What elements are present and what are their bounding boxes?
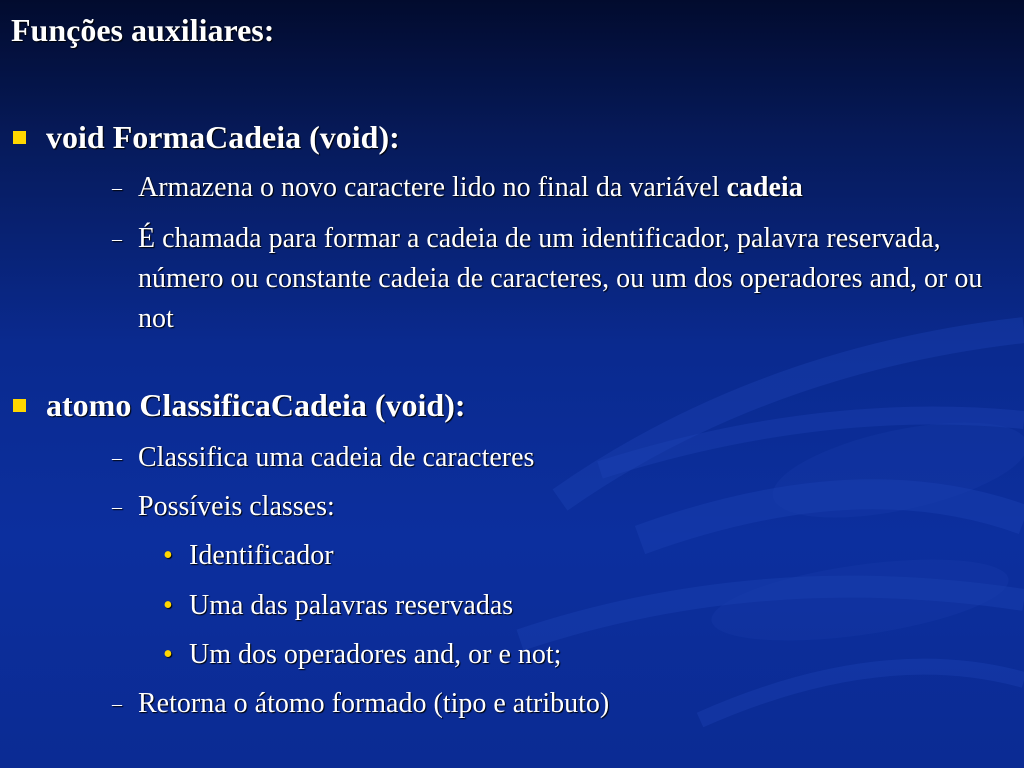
- dash-bullet-icon: –: [112, 496, 122, 518]
- list-item-text: Retorna o átomo formado (tipo e atributo): [138, 688, 610, 719]
- sub-list-item: [163, 586, 513, 626]
- list-item-text: Classifica uma cadeia de caracteres: [138, 442, 535, 473]
- square-bullet-icon: [13, 399, 26, 412]
- section-heading-text: void FormaCadeia (void):: [46, 119, 400, 155]
- sub-list-item: [163, 635, 561, 675]
- list-item-text: Armazena o novo caractere lido no final da variável: [138, 172, 727, 203]
- list-item: [112, 168, 992, 208]
- dash-bullet-icon: –: [112, 693, 122, 715]
- section-heading-text: atomo ClassificaCadeia (void):: [46, 387, 466, 423]
- slide-title: Funções auxiliares:: [11, 12, 275, 48]
- dot-bullet-icon: •: [163, 540, 173, 571]
- list-item: [112, 684, 992, 724]
- list-item: [112, 219, 992, 339]
- sub-list-item: [163, 536, 334, 576]
- sub-list-item-text: Identificador: [189, 540, 334, 571]
- list-item-bold-text: cadeia: [726, 172, 803, 203]
- list-item-text: É chamada para formar a cadeia de um identificador, palavra reservada, número ou constante cadeia de caracteres, ou um dos operadores and, or ou not: [138, 223, 983, 334]
- dot-bullet-icon: •: [163, 590, 173, 621]
- dash-bullet-icon: –: [112, 177, 122, 199]
- list-item-text: Possíveis classes:: [138, 491, 335, 522]
- sub-list-item-text: Um dos operadores and, or e not;: [189, 639, 562, 670]
- section-heading-formacadeia: [13, 117, 400, 157]
- dot-bullet-icon: •: [163, 639, 173, 670]
- section-heading-classificacadeia: [13, 385, 466, 425]
- list-item: [112, 487, 992, 527]
- square-bullet-icon: [13, 131, 26, 144]
- sub-list-item-text: Uma das palavras reservadas: [189, 590, 514, 621]
- dash-bullet-icon: –: [112, 447, 122, 469]
- list-item: [112, 438, 992, 478]
- dash-bullet-icon: –: [112, 228, 122, 250]
